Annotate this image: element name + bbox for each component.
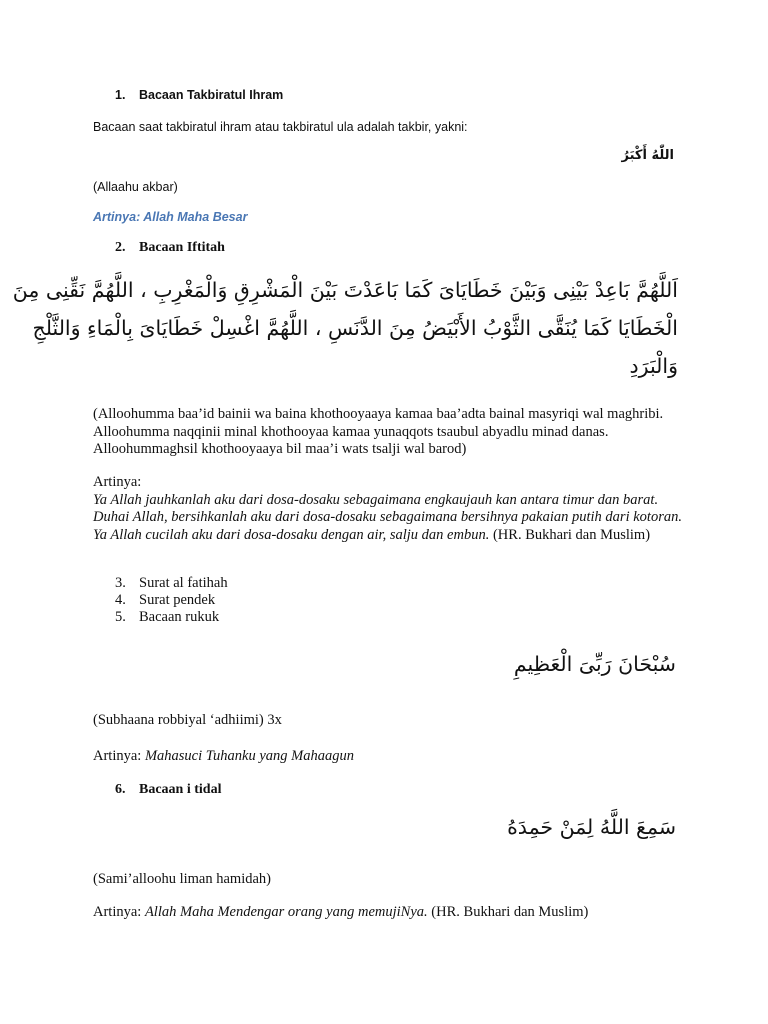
section6-meaning-text: Allah Maha Mendengar orang yang memujiNya.	[144, 904, 428, 920]
section2-arabic-line2: الْخَطَايَا كَمَا يُنَقَّى الثَّوْبُ الأَبْيَضُ مِنَ الدَّنَسِ ، اللَّهُمَّ اغْسِلْ خَطَايَاىَ بِالْمَاءِ وَالثَّلْجِ	[32, 316, 678, 340]
numbered-list	[115, 575, 228, 627]
section6-meaning	[93, 904, 588, 921]
section2-meaning-label: Artinya:	[93, 474, 142, 490]
section2-arabic-line3: وَالْبَرَدِ	[629, 354, 678, 378]
section5-meaning-label: Artinya:	[93, 748, 145, 764]
list-item-label: Bacaan rukuk	[139, 609, 220, 626]
list-item	[115, 575, 228, 592]
section1-meaning: Artinya: Allah Maha Besar	[93, 210, 248, 224]
section2-meaning-block	[93, 474, 683, 544]
list-item-number: 4.	[115, 592, 126, 609]
section5-latin: (Subhaana robbiyal ‘adhiimi) 3x	[93, 712, 282, 728]
list-item	[115, 592, 216, 609]
section5-meaning-text: Mahasuci Tuhanku yang Mahaagun	[144, 748, 354, 764]
section1-number: 1.	[115, 88, 126, 102]
section2-heading: Bacaan Iftitah	[139, 240, 225, 255]
section1-heading-row	[115, 88, 284, 102]
section6-latin: (Sami’alloohu liman hamidah)	[93, 871, 271, 887]
section6-arabic: سَمِعَ اللَّهُ لِمَنْ حَمِدَهُ	[507, 815, 676, 839]
section2-arabic-line1: اَللَّهُمَّ بَاعِدْ بَيْنِى وَبَيْنَ خَطَايَاىَ كَمَا بَاعَدْتَ بَيْنَ الْمَشْرِقِ وَالْمَغْرِبِ ، اللَّهُمَّ نَقِّنِى مِنَ	[12, 278, 678, 302]
section2-number: 2.	[115, 240, 126, 255]
section5-meaning	[93, 748, 354, 765]
section6-source: (HR. Bukhari dan Muslim)	[427, 904, 589, 920]
section1-latin: (Allaahu akbar)	[93, 180, 178, 194]
section2-meaning-paragraph	[93, 492, 683, 545]
section2-source: (HR. Bukhari dan Muslim)	[489, 526, 651, 543]
section6-heading: Bacaan i tidal	[139, 782, 222, 797]
section1-arabic: اللّٰهُ أَكْبَرُ	[621, 148, 674, 163]
list-item-number: 5.	[115, 609, 126, 626]
list-item	[115, 609, 220, 626]
section1-intro: Bacaan saat takbiratul ihram atau takbiratul ula adalah takbir, yakni:	[93, 120, 468, 134]
section2-latin: (Alloohumma baa’id bainii wa baina khothooyaaya kamaa baa’adta bainal masyriqi wal maghribi. Alloohumma naqqinii minal khothooyaa kamaa yunaqqots tsaubul abyadlu minad danas. Alloohummaghsil khothooyaaya bil maa’i wats tsalji wal barod)	[93, 406, 664, 457]
section6-number: 6.	[115, 782, 126, 797]
section6-meaning-label: Artinya:	[93, 904, 145, 920]
section1-heading: Bacaan Takbiratul Ihram	[139, 88, 284, 102]
list-item-number: 3.	[115, 575, 126, 591]
section6-heading-row	[115, 782, 222, 798]
section2-meaning-text: Ya Allah jauhkanlah aku dari dosa-dosaku sebagaimana engkaujauh kan antara timur dan barat. Duhai Allah, bersihkanlah aku dari dosa-dosaku sebagaimana bersihnya pakaian putih dari kotoran. Ya Allah cucilah aku dari dosa-dosaku dengan air, salju dan embun.	[93, 491, 682, 543]
list-item-label: Surat pendek	[139, 592, 216, 609]
section5-arabic: سُبْحَانَ رَبِّىَ الْعَظِيمِ	[513, 652, 676, 676]
list-item-label: Surat al fatihah	[139, 575, 228, 591]
section2-heading-row	[115, 240, 225, 256]
